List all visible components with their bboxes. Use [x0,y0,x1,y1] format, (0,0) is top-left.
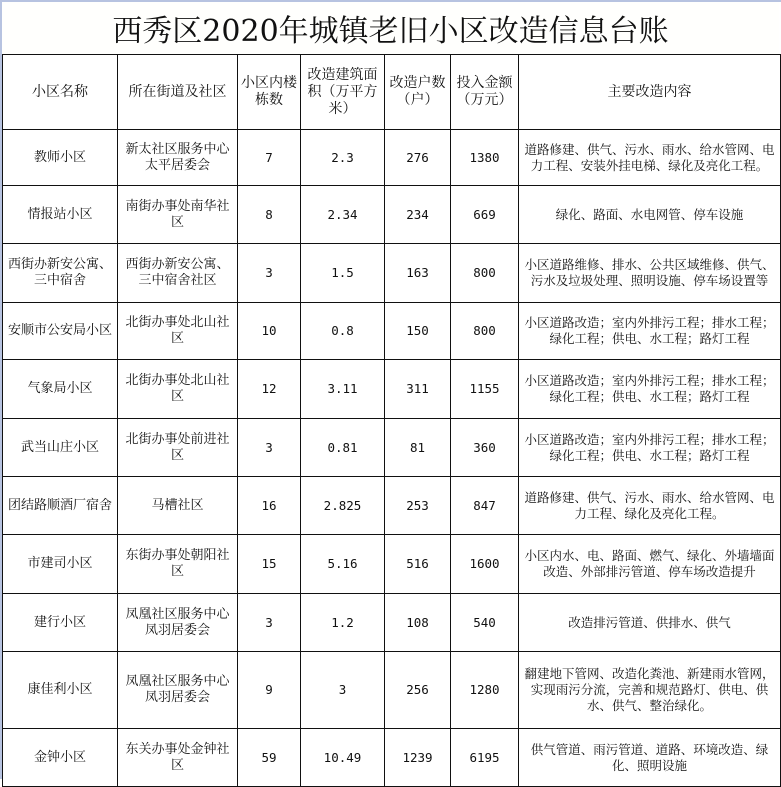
cell-content: 小区道路改造；室内外排污工程；排水工程；绿化工程；供电、水工程；路灯工程 [519,303,781,360]
cell-area: 3 [301,652,385,729]
cell-street: 南街办事处南华社区 [118,186,238,244]
cell-area: 0.81 [301,419,385,477]
cell-investment: 800 [451,244,519,303]
cell-street: 东关办事处金钟社区 [118,729,238,787]
cell-households: 253 [385,477,451,535]
cell-buildings: 3 [238,244,301,303]
table-row [3,652,781,729]
table-row [3,130,781,186]
header-content: 主要改造内容 [519,55,781,130]
cell-content: 道路修建、供气、污水、雨水、给水管网、电力工程、安装外挂电梯、绿化及亮化工程。 [519,130,781,186]
header-name: 小区名称 [3,55,118,130]
cell-street: 北街办事处前进社区 [118,419,238,477]
cell-area: 2.3 [301,130,385,186]
cell-area: 0.8 [301,303,385,360]
cell-buildings: 3 [238,419,301,477]
document-title: 西秀区2020年城镇老旧小区改造信息台账 [2,2,779,54]
cell-name: 西街办新安公寓、三中宿舍 [3,244,118,303]
table-row [3,303,781,360]
cell-name: 安顺市公安局小区 [3,303,118,360]
cell-area: 1.5 [301,244,385,303]
cell-content: 道路修建、供气、污水、雨水、给水管网、电力工程、绿化及亮化工程。 [519,477,781,535]
table-row [3,186,781,244]
header-row [3,55,781,130]
cell-area: 2.825 [301,477,385,535]
cell-households: 256 [385,652,451,729]
cell-content: 改造排污管道、供排水、供气 [519,594,781,652]
cell-content: 小区道路改造；室内外排污工程；排水工程；绿化工程；供电、水工程；路灯工程 [519,419,781,477]
header-investment: 投入金额（万元） [451,55,519,130]
cell-buildings: 12 [238,360,301,419]
cell-buildings: 8 [238,186,301,244]
cell-name: 团结路顺酒厂宿舍 [3,477,118,535]
cell-households: 150 [385,303,451,360]
cell-area: 3.11 [301,360,385,419]
cell-investment: 1155 [451,360,519,419]
cell-name: 气象局小区 [3,360,118,419]
cell-investment: 800 [451,303,519,360]
cell-households: 234 [385,186,451,244]
cell-buildings: 3 [238,594,301,652]
cell-street: 北街办事处北山社区 [118,360,238,419]
cell-street: 西街办新安公寓、三中宿舍社区 [118,244,238,303]
header-buildings: 小区内楼栋数 [238,55,301,130]
table-row [3,535,781,594]
cell-content: 小区内水、电、路面、燃气、绿化、外墙墙面改造、外部排污管道、停车场改造提升 [519,535,781,594]
cell-households: 108 [385,594,451,652]
cell-street: 马槽社区 [118,477,238,535]
cell-buildings: 7 [238,130,301,186]
table-row [3,360,781,419]
cell-street: 北街办事处北山社区 [118,303,238,360]
cell-households: 516 [385,535,451,594]
cell-households: 311 [385,360,451,419]
cell-area: 2.34 [301,186,385,244]
cell-buildings: 9 [238,652,301,729]
table-row [3,729,781,787]
table-row [3,477,781,535]
cell-investment: 540 [451,594,519,652]
cell-households: 276 [385,130,451,186]
cell-street: 东街办事处朝阳社区 [118,535,238,594]
cell-street: 凤凰社区服务中心凤羽居委会 [118,594,238,652]
table-row [3,244,781,303]
header-area: 改造建筑面积（万平方米） [301,55,385,130]
cell-content: 供气管道、雨污管道、道路、环境改造、绿化、照明设施 [519,729,781,787]
cell-name: 市建司小区 [3,535,118,594]
cell-buildings: 10 [238,303,301,360]
cell-area: 10.49 [301,729,385,787]
cell-investment: 1380 [451,130,519,186]
cell-area: 5.16 [301,535,385,594]
header-street: 所在街道及社区 [118,55,238,130]
cell-buildings: 16 [238,477,301,535]
cell-investment: 6195 [451,729,519,787]
cell-investment: 847 [451,477,519,535]
cell-street: 新太社区服务中心太平居委会 [118,130,238,186]
cell-households: 81 [385,419,451,477]
cell-buildings: 59 [238,729,301,787]
cell-content: 绿化、路面、水电网管、停车设施 [519,186,781,244]
cell-name: 情报站小区 [3,186,118,244]
cell-households: 163 [385,244,451,303]
cell-name: 康佳利小区 [3,652,118,729]
cell-investment: 1600 [451,535,519,594]
cell-households: 1239 [385,729,451,787]
cell-investment: 1280 [451,652,519,729]
cell-content: 小区道路改造；室内外排污工程；排水工程；绿化工程；供电、水工程；路灯工程 [519,360,781,419]
cell-content: 翻建地下管网、改造化粪池、新建雨水管网，实现雨污分流，完善和规范路灯、供电、供水、供气、整治绿化。 [519,652,781,729]
cell-investment: 360 [451,419,519,477]
cell-area: 1.2 [301,594,385,652]
cell-investment: 669 [451,186,519,244]
cell-name: 武当山庄小区 [3,419,118,477]
table-row [3,594,781,652]
cell-buildings: 15 [238,535,301,594]
cell-name: 金钟小区 [3,729,118,787]
cell-name: 教师小区 [3,130,118,186]
cell-name: 建行小区 [3,594,118,652]
renovation-ledger-table [2,54,781,787]
header-households: 改造户数（户） [385,55,451,130]
table-row [3,419,781,477]
cell-content: 小区道路维修、排水、公共区域维修、供气、污水及垃圾处理、照明设施、停车场设置等 [519,244,781,303]
cell-street: 凤凰社区服务中心凤羽居委会 [118,652,238,729]
